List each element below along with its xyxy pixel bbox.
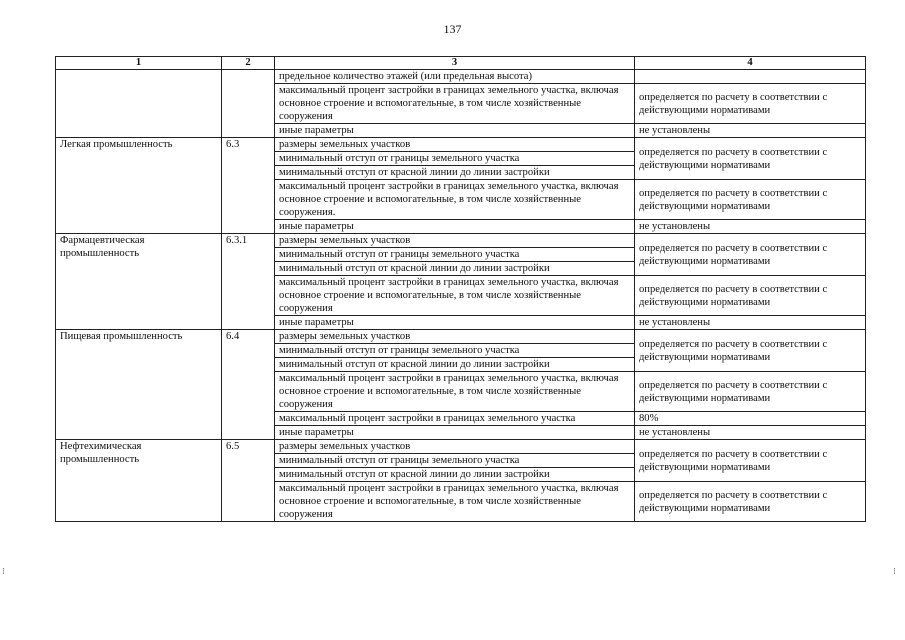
- table-row: [56, 234, 866, 248]
- table-row: [56, 138, 866, 152]
- parameter-value: определяется по расчету в соответствии с действующими нормативами: [635, 372, 866, 412]
- column-header-3: 3: [275, 57, 635, 70]
- parameter-value: не установлены: [635, 426, 866, 440]
- parameter-value: не установлены: [635, 316, 866, 330]
- parameter-name: иные параметры: [275, 124, 635, 138]
- parameter-name: минимальный отступ от красной линии до линии застройки: [275, 358, 635, 372]
- parameter-value: 80%: [635, 412, 866, 426]
- parameter-value: [635, 70, 866, 84]
- parameter-name: размеры земельных участков: [275, 440, 635, 454]
- parameter-value: определяется по расчету в соответствии с действующими нормативами: [635, 276, 866, 316]
- table-row: [56, 330, 866, 344]
- margin-mark-left: ⁝: [2, 566, 5, 576]
- parameter-name: минимальный отступ от красной линии до линии застройки: [275, 468, 635, 482]
- land-use-code: [222, 70, 275, 138]
- parameter-name: максимальный процент застройки в границах земельного участка, включая основное строение и вспомогательные, в том числе хозяйственные сооружения: [275, 482, 635, 522]
- land-use-code: 6.3.1: [222, 234, 275, 330]
- land-use-code: 6.3: [222, 138, 275, 234]
- land-use-type: Легкая промышленность: [56, 138, 222, 234]
- parameter-value: определяется по расчету в соответствии с действующими нормативами: [635, 138, 866, 180]
- land-use-type: Фармацевтическая промышленность: [56, 234, 222, 330]
- table-row: [56, 70, 866, 84]
- land-use-type: Нефтехимическая промышленность: [56, 440, 222, 522]
- column-header-4: 4: [635, 57, 866, 70]
- parameter-name: максимальный процент застройки в границах земельного участка, включая основное строение и вспомогательные, в том числе хозяйственные сооружения.: [275, 180, 635, 220]
- parameter-value: не установлены: [635, 220, 866, 234]
- column-header-1: 1: [56, 57, 222, 70]
- parameter-value: определяется по расчету в соответствии с действующими нормативами: [635, 440, 866, 482]
- parameter-value: определяется по расчету в соответствии с действующими нормативами: [635, 180, 866, 220]
- parameter-name: максимальный процент застройки в границах земельного участка: [275, 412, 635, 426]
- parameter-name: максимальный процент застройки в границах земельного участка, включая основное строение и вспомогательные, в том числе хозяйственные сооружения: [275, 84, 635, 124]
- parameter-name: минимальный отступ от границы земельного участка: [275, 454, 635, 468]
- parameter-name: размеры земельных участков: [275, 330, 635, 344]
- column-header-2: 2: [222, 57, 275, 70]
- parameter-name: минимальный отступ от красной линии до линии застройки: [275, 262, 635, 276]
- table-header-row: [56, 57, 866, 70]
- parameter-value: определяется по расчету в соответствии с действующими нормативами: [635, 330, 866, 372]
- parameter-name: размеры земельных участков: [275, 234, 635, 248]
- page-number: 137: [443, 22, 462, 36]
- parameter-name: минимальный отступ от границы земельного участка: [275, 344, 635, 358]
- land-use-type: [56, 70, 222, 138]
- parameter-name: иные параметры: [275, 220, 635, 234]
- parameter-value: не установлены: [635, 124, 866, 138]
- parameter-name: иные параметры: [275, 426, 635, 440]
- parameter-name: минимальный отступ от границы земельного участка: [275, 248, 635, 262]
- parameter-name: предельное количество этажей (или предельная высота): [275, 70, 635, 84]
- land-use-code: 6.4: [222, 330, 275, 440]
- parameter-name: минимальный отступ от границы земельного участка: [275, 152, 635, 166]
- land-use-type: Пищевая промышленность: [56, 330, 222, 440]
- parameter-value: определяется по расчету в соответствии с действующими нормативами: [635, 482, 866, 522]
- parameter-name: минимальный отступ от красной линии до линии застройки: [275, 166, 635, 180]
- land-use-code: 6.5: [222, 440, 275, 522]
- parameter-name: размеры земельных участков: [275, 138, 635, 152]
- parameter-name: максимальный процент застройки в границах земельного участка, включая основное строение и вспомогательные, в том числе хозяйственные сооружения: [275, 276, 635, 316]
- parameter-name: максимальный процент застройки в границах земельного участка, включая основное строение и вспомогательные, в том числе хозяйственные сооружения: [275, 372, 635, 412]
- margin-mark-right: ⁝: [893, 566, 896, 576]
- parameter-name: иные параметры: [275, 316, 635, 330]
- regulations-table: [55, 56, 866, 522]
- parameter-value: определяется по расчету в соответствии с действующими нормативами: [635, 84, 866, 124]
- parameter-value: определяется по расчету в соответствии с действующими нормативами: [635, 234, 866, 276]
- table-row: [56, 440, 866, 454]
